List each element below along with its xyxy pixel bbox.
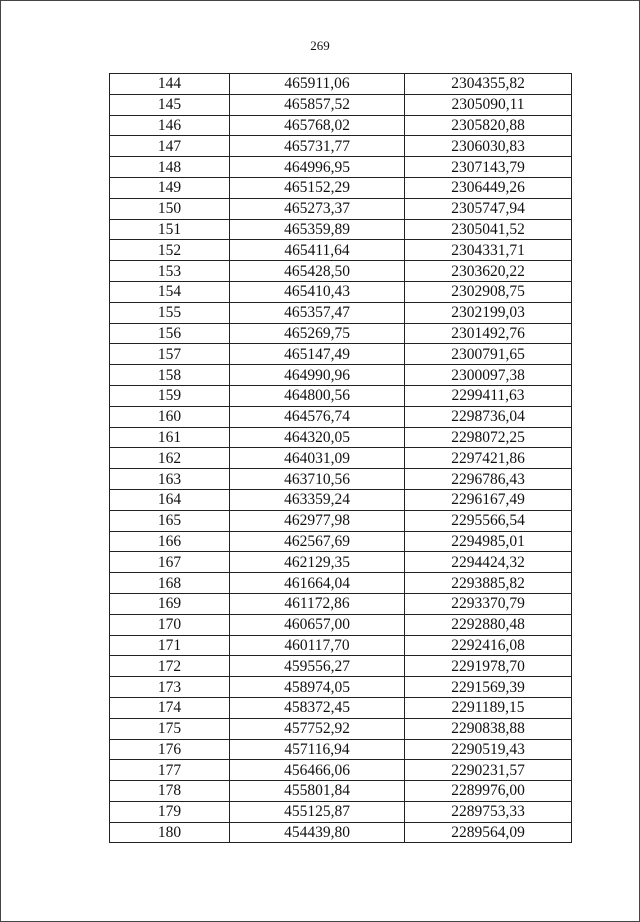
y-coordinate-cell: 2292416,08	[405, 635, 572, 656]
table-row	[110, 677, 572, 698]
y-coordinate-cell: 2303620,22	[405, 261, 572, 282]
table-row	[110, 261, 572, 282]
x-coordinate-cell: 465357,47	[230, 302, 405, 323]
table-row	[110, 74, 572, 95]
point-number-cell: 165	[110, 510, 230, 531]
point-number-cell: 162	[110, 448, 230, 469]
x-coordinate-cell: 461172,86	[230, 593, 405, 614]
point-number-cell: 177	[110, 760, 230, 781]
table-row	[110, 614, 572, 635]
table-row	[110, 573, 572, 594]
x-coordinate-cell: 463359,24	[230, 489, 405, 510]
table-row	[110, 510, 572, 531]
table-row	[110, 822, 572, 843]
x-coordinate-cell: 456466,06	[230, 760, 405, 781]
y-coordinate-cell: 2300097,38	[405, 365, 572, 386]
table-row	[110, 593, 572, 614]
point-number-cell: 151	[110, 219, 230, 240]
point-number-cell: 169	[110, 593, 230, 614]
point-number-cell: 180	[110, 822, 230, 843]
point-number-cell: 154	[110, 281, 230, 302]
x-coordinate-cell: 459556,27	[230, 656, 405, 677]
x-coordinate-cell: 461664,04	[230, 573, 405, 594]
y-coordinate-cell: 2289976,00	[405, 781, 572, 802]
x-coordinate-cell: 465911,06	[230, 74, 405, 95]
point-number-cell: 152	[110, 240, 230, 261]
y-coordinate-cell: 2292880,48	[405, 614, 572, 635]
point-number-cell: 175	[110, 718, 230, 739]
y-coordinate-cell: 2291569,39	[405, 677, 572, 698]
table-row	[110, 302, 572, 323]
x-coordinate-cell: 457116,94	[230, 739, 405, 760]
coordinates-table	[109, 73, 572, 843]
point-number-cell: 156	[110, 323, 230, 344]
point-number-cell: 160	[110, 406, 230, 427]
point-number-cell: 148	[110, 157, 230, 178]
x-coordinate-cell: 464576,74	[230, 406, 405, 427]
point-number-cell: 157	[110, 344, 230, 365]
x-coordinate-cell: 464990,96	[230, 365, 405, 386]
x-coordinate-cell: 465359,89	[230, 219, 405, 240]
x-coordinate-cell: 465857,52	[230, 94, 405, 115]
x-coordinate-cell: 462977,98	[230, 510, 405, 531]
point-number-cell: 149	[110, 177, 230, 198]
table-row	[110, 697, 572, 718]
y-coordinate-cell: 2305820,88	[405, 115, 572, 136]
x-coordinate-cell: 462567,69	[230, 531, 405, 552]
x-coordinate-cell: 465147,49	[230, 344, 405, 365]
table-row	[110, 760, 572, 781]
x-coordinate-cell: 458974,05	[230, 677, 405, 698]
point-number-cell: 166	[110, 531, 230, 552]
table-row	[110, 718, 572, 739]
y-coordinate-cell: 2306449,26	[405, 177, 572, 198]
point-number-cell: 171	[110, 635, 230, 656]
table-row	[110, 552, 572, 573]
y-coordinate-cell: 2291978,70	[405, 656, 572, 677]
table-row	[110, 406, 572, 427]
y-coordinate-cell: 2299411,63	[405, 385, 572, 406]
point-number-cell: 168	[110, 573, 230, 594]
y-coordinate-cell: 2295566,54	[405, 510, 572, 531]
y-coordinate-cell: 2294985,01	[405, 531, 572, 552]
y-coordinate-cell: 2298072,25	[405, 427, 572, 448]
table-row	[110, 781, 572, 802]
x-coordinate-cell: 458372,45	[230, 697, 405, 718]
point-number-cell: 147	[110, 136, 230, 157]
x-coordinate-cell: 462129,35	[230, 552, 405, 573]
y-coordinate-cell: 2302908,75	[405, 281, 572, 302]
table-row	[110, 344, 572, 365]
x-coordinate-cell: 464800,56	[230, 385, 405, 406]
x-coordinate-cell: 455125,87	[230, 801, 405, 822]
point-number-cell: 145	[110, 94, 230, 115]
x-coordinate-cell: 465411,64	[230, 240, 405, 261]
x-coordinate-cell: 464031,09	[230, 448, 405, 469]
table-row	[110, 323, 572, 344]
point-number-cell: 153	[110, 261, 230, 282]
x-coordinate-cell: 464996,95	[230, 157, 405, 178]
y-coordinate-cell: 2290231,57	[405, 760, 572, 781]
y-coordinate-cell: 2301492,76	[405, 323, 572, 344]
x-coordinate-cell: 465768,02	[230, 115, 405, 136]
table-row	[110, 385, 572, 406]
point-number-cell: 178	[110, 781, 230, 802]
table-row	[110, 469, 572, 490]
point-number-cell: 158	[110, 365, 230, 386]
point-number-cell: 163	[110, 469, 230, 490]
x-coordinate-cell: 465410,43	[230, 281, 405, 302]
coordinates-table-body	[110, 74, 572, 843]
table-row	[110, 635, 572, 656]
table-row	[110, 489, 572, 510]
x-coordinate-cell: 465152,29	[230, 177, 405, 198]
x-coordinate-cell: 454439,80	[230, 822, 405, 843]
point-number-cell: 176	[110, 739, 230, 760]
y-coordinate-cell: 2304355,82	[405, 74, 572, 95]
y-coordinate-cell: 2296786,43	[405, 469, 572, 490]
y-coordinate-cell: 2300791,65	[405, 344, 572, 365]
y-coordinate-cell: 2290838,88	[405, 718, 572, 739]
x-coordinate-cell: 465273,37	[230, 198, 405, 219]
x-coordinate-cell: 464320,05	[230, 427, 405, 448]
table-row	[110, 115, 572, 136]
page-number: 269	[310, 38, 330, 53]
point-number-cell: 155	[110, 302, 230, 323]
table-row	[110, 448, 572, 469]
point-number-cell: 174	[110, 697, 230, 718]
table-row	[110, 281, 572, 302]
point-number-cell: 172	[110, 656, 230, 677]
table-row	[110, 219, 572, 240]
table-row	[110, 94, 572, 115]
point-number-cell: 164	[110, 489, 230, 510]
point-number-cell: 179	[110, 801, 230, 822]
y-coordinate-cell: 2304331,71	[405, 240, 572, 261]
y-coordinate-cell: 2305747,94	[405, 198, 572, 219]
x-coordinate-cell: 457752,92	[230, 718, 405, 739]
point-number-cell: 150	[110, 198, 230, 219]
point-number-cell: 159	[110, 385, 230, 406]
table-row	[110, 801, 572, 822]
point-number-cell: 173	[110, 677, 230, 698]
x-coordinate-cell: 460657,00	[230, 614, 405, 635]
y-coordinate-cell: 2290519,43	[405, 739, 572, 760]
y-coordinate-cell: 2305041,52	[405, 219, 572, 240]
y-coordinate-cell: 2293370,79	[405, 593, 572, 614]
y-coordinate-cell: 2298736,04	[405, 406, 572, 427]
table-row	[110, 240, 572, 261]
y-coordinate-cell: 2307143,79	[405, 157, 572, 178]
table-row	[110, 198, 572, 219]
x-coordinate-cell: 455801,84	[230, 781, 405, 802]
y-coordinate-cell: 2293885,82	[405, 573, 572, 594]
y-coordinate-cell: 2289564,09	[405, 822, 572, 843]
y-coordinate-cell: 2291189,15	[405, 697, 572, 718]
point-number-cell: 144	[110, 74, 230, 95]
table-row	[110, 365, 572, 386]
table-row	[110, 136, 572, 157]
y-coordinate-cell: 2289753,33	[405, 801, 572, 822]
y-coordinate-cell: 2294424,32	[405, 552, 572, 573]
y-coordinate-cell: 2297421,86	[405, 448, 572, 469]
y-coordinate-cell: 2296167,49	[405, 489, 572, 510]
x-coordinate-cell: 465269,75	[230, 323, 405, 344]
x-coordinate-cell: 460117,70	[230, 635, 405, 656]
table-row	[110, 739, 572, 760]
point-number-cell: 146	[110, 115, 230, 136]
point-number-cell: 167	[110, 552, 230, 573]
x-coordinate-cell: 465731,77	[230, 136, 405, 157]
table-row	[110, 531, 572, 552]
x-coordinate-cell: 465428,50	[230, 261, 405, 282]
table-row	[110, 157, 572, 178]
point-number-cell: 170	[110, 614, 230, 635]
table-row	[110, 427, 572, 448]
table-row	[110, 656, 572, 677]
x-coordinate-cell: 463710,56	[230, 469, 405, 490]
table-row	[110, 177, 572, 198]
y-coordinate-cell: 2306030,83	[405, 136, 572, 157]
point-number-cell: 161	[110, 427, 230, 448]
y-coordinate-cell: 2305090,11	[405, 94, 572, 115]
y-coordinate-cell: 2302199,03	[405, 302, 572, 323]
